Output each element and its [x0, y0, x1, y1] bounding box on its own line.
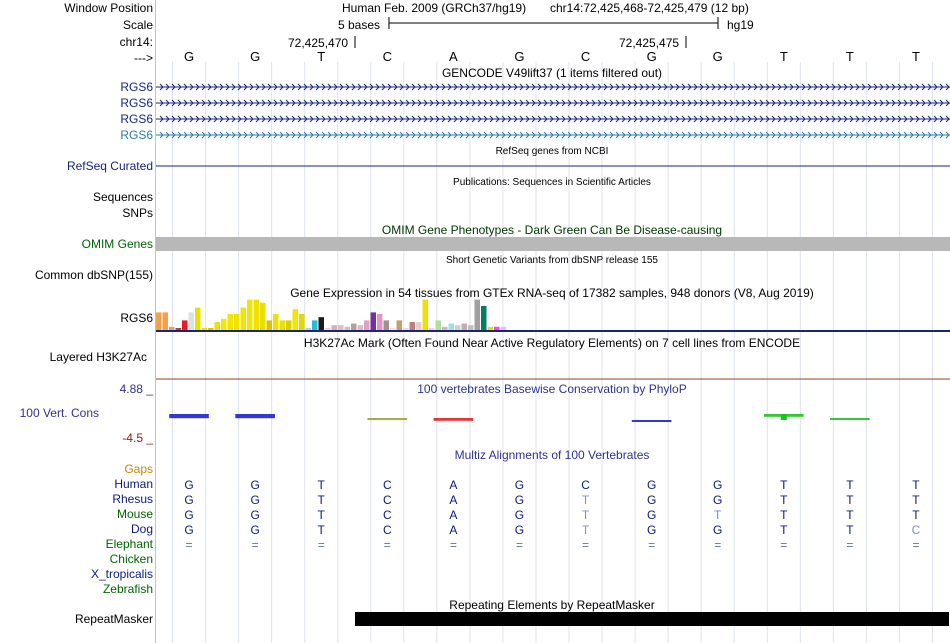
label-species-chicken[interactable]: Chicken [109, 552, 153, 566]
alignment-base: C [382, 478, 392, 492]
gtex-bar [390, 328, 396, 330]
alignment-base: T [581, 508, 590, 522]
gtex-bar [312, 320, 318, 330]
alignment-base: C [581, 478, 590, 492]
gtex-bar [254, 300, 260, 330]
track-title-dbsnp[interactable]: Short Genetic Variants from dbSNP release 155 [446, 255, 658, 266]
alignment-base: T [912, 508, 920, 522]
label-species-xtropicalis[interactable]: X_tropicalis [90, 567, 153, 581]
coord-label-2: 72,425,475 [619, 36, 680, 50]
alignment-base: T [317, 478, 325, 492]
track-title-refseq[interactable]: RefSeq genes from NCBI [495, 146, 609, 157]
label-species-elephant[interactable]: Elephant [105, 537, 153, 551]
base-letter: A [449, 49, 458, 64]
phylop-logo-mark [235, 414, 275, 418]
label-species-dog[interactable]: Dog [130, 522, 153, 536]
gtex-bar [208, 328, 214, 330]
base-letter: G [646, 49, 657, 64]
alignment-base: T [780, 478, 788, 492]
label-h3k27ac[interactable]: Layered H3K27Ac [49, 350, 147, 364]
alignment-base: G [713, 478, 723, 492]
gtex-bar [423, 300, 429, 330]
coord-label-1: 72,425,470 [288, 36, 349, 50]
alignment-base: T [846, 493, 854, 507]
gtex-bar [462, 324, 468, 330]
gtex-bar [345, 327, 351, 330]
base-letter: C [382, 49, 392, 64]
gtex-bar [195, 308, 201, 330]
alignment-base: T [780, 493, 788, 507]
repeatmasker-bar [355, 612, 949, 626]
label-species-rhesus[interactable]: Rhesus [112, 492, 153, 506]
gtex-bar [358, 325, 364, 330]
alignment-base: T [317, 523, 325, 537]
gtex-bar [325, 328, 331, 330]
alignment-base: A [449, 523, 458, 537]
gtex-bar [182, 320, 188, 330]
db-text: hg19 [727, 18, 754, 32]
base-letter: G [183, 49, 195, 64]
alignment-base: G [250, 508, 260, 522]
alignment-base: A [449, 508, 458, 522]
label-scale[interactable]: Scale [122, 18, 153, 32]
phylop-logo-mark [434, 418, 474, 421]
track-title-gtex[interactable]: Gene Expression in 54 tissues from GTEx RNA-seq of 17382 samples, 948 donors (V8, Aug 2019) [290, 286, 814, 300]
gtex-bar [189, 312, 195, 330]
alignment-base: G [184, 508, 194, 522]
alignment-base: T [317, 508, 325, 522]
base-letter: G [712, 49, 723, 64]
scale-text: 5 bases [338, 18, 381, 32]
gtex-bar [501, 327, 507, 330]
position-text: chr14:72,425,468-72,425,479 (12 bp) [550, 1, 749, 15]
gtex-bar [221, 319, 227, 330]
gtex-bar [286, 320, 292, 330]
gtex-bar [397, 320, 403, 330]
phylop-logo-mark [830, 418, 870, 420]
gtex-bar [494, 327, 500, 330]
gtex-bar [267, 320, 273, 330]
gtex-bar [234, 314, 240, 330]
alignment-base: C [382, 508, 392, 522]
alignment-base: G [646, 523, 657, 537]
alignment-base: G [184, 523, 194, 537]
alignment-base: T [846, 508, 854, 522]
label-dbsnp[interactable]: Common dbSNP(155) [34, 268, 153, 282]
alignment-base: = [317, 538, 325, 552]
base-letter: G [514, 49, 525, 64]
label-repeatmasker[interactable]: RepeatMasker [74, 612, 153, 626]
gtex-bar [280, 320, 286, 330]
label-window-position[interactable]: Window Position [64, 1, 153, 15]
gtex-bar [442, 327, 448, 330]
gtex-bar [169, 327, 175, 330]
alignment-base: G [250, 493, 260, 507]
alignment-base: = [780, 538, 788, 552]
gtex-bar [163, 312, 169, 330]
gtex-bar [416, 322, 422, 330]
alignment-base: G [646, 493, 657, 507]
gtex-bar [319, 317, 325, 330]
gtex-bar [371, 312, 377, 330]
label-gencode-rgs6-4[interactable]: RGS6 [120, 128, 153, 142]
gtex-bar [468, 325, 474, 330]
base-letter: T [911, 49, 920, 64]
gtex-bar [410, 322, 416, 330]
base-letter: C [580, 49, 591, 64]
phylop-logo-mark [367, 418, 407, 420]
label-sequences[interactable]: Sequences [92, 190, 153, 204]
phylop-logo-mark [169, 414, 209, 418]
alignment-base: G [514, 523, 525, 537]
gtex-bar [449, 324, 455, 330]
alignment-base: G [250, 478, 260, 492]
alignment-base: G [646, 508, 657, 522]
label-cons[interactable]: 100 Vert. Cons [19, 406, 99, 420]
gtex-bar [403, 328, 409, 330]
label-gencode-rgs6-1[interactable]: RGS6 [120, 80, 153, 94]
base-letter: T [317, 49, 326, 64]
alignment-base: G [514, 478, 525, 492]
label-cons-min: -4.5 _ [122, 431, 153, 445]
gtex-bar [306, 328, 312, 330]
alignment-base: = [449, 538, 457, 552]
alignment-base: = [846, 538, 854, 552]
alignment-base: T [846, 523, 854, 537]
gtex-bar [436, 320, 442, 330]
alignment-base: T [581, 493, 590, 507]
gtex-bar [455, 325, 461, 330]
base-letter: G [250, 49, 261, 64]
alignment-base: A [449, 478, 458, 492]
gtex-bar [364, 320, 370, 330]
alignment-base: T [780, 523, 788, 537]
phylop-logo-mark [632, 420, 672, 422]
label-snps[interactable]: SNPs [122, 206, 153, 220]
alignment-base: T [714, 508, 722, 522]
alignment-base: G [646, 478, 657, 492]
track-title-multiz[interactable]: Multiz Alignments of 100 Vertebrates [454, 448, 650, 462]
label-cons-max: 4.88 _ [119, 382, 153, 396]
track-title-gencode[interactable]: GENCODE V49lift37 (1 items filtered out) [441, 66, 663, 80]
gtex-bar [299, 314, 305, 330]
gtex-bar [377, 314, 383, 330]
alignment-base: = [251, 538, 259, 552]
label-gaps[interactable]: Gaps [124, 462, 153, 476]
gtex-bar [241, 308, 247, 330]
gtex-bar [488, 327, 494, 330]
label-species-mouse[interactable]: Mouse [116, 507, 153, 521]
track-title-omim[interactable]: OMIM Gene Phenotypes - Dark Green Can Be Disease-causing [381, 223, 723, 237]
alignment-base: G [184, 493, 194, 507]
gtex-bar [176, 328, 182, 330]
alignment-base: = [383, 538, 391, 552]
gtex-bar [338, 325, 344, 330]
gtex-bar [475, 300, 481, 330]
alignment-base: = [648, 538, 656, 552]
gtex-bar [247, 300, 253, 330]
label-gencode-rgs6-2[interactable]: RGS6 [120, 96, 153, 110]
track-title-publications[interactable]: Publications: Sequences in Scientific Articles [453, 177, 651, 188]
track-title-h3k27ac[interactable]: H3K27Ac Mark (Often Found Near Active Regulatory Elements) on 7 cell lines from ENCODE [303, 336, 801, 350]
label-omim[interactable]: OMIM Genes [81, 237, 153, 251]
gtex-bar [273, 314, 279, 330]
alignment-base: T [780, 508, 788, 522]
gtex-bar [429, 328, 435, 330]
alignment-base: = [515, 538, 523, 552]
label-species-zebrafish[interactable]: Zebrafish [102, 582, 153, 596]
gtex-bar [293, 309, 299, 330]
alignment-base: T [317, 493, 325, 507]
assembly-text: Human Feb. 2009 (GRCh37/hg19) [342, 1, 527, 15]
gtex-bar [156, 312, 162, 330]
alignment-base: = [185, 538, 193, 552]
alignment-base: G [184, 478, 194, 492]
label-strand[interactable]: ---> [134, 51, 153, 65]
alignment-base: G [514, 493, 525, 507]
phylop-logo-mark [781, 414, 787, 420]
gtex-bar [215, 322, 221, 330]
alignment-base: C [382, 493, 392, 507]
omim-bar [156, 237, 950, 251]
track-title-repeatmasker[interactable]: Repeating Elements by RepeatMasker [449, 598, 655, 612]
alignment-base: C [382, 523, 392, 537]
gtex-bar [351, 324, 357, 330]
track-title-phylop[interactable]: 100 vertebrates Basewise Conservation by PhyloP [417, 382, 687, 396]
alignment-base: = [912, 538, 920, 552]
label-gencode-rgs6-3[interactable]: RGS6 [120, 112, 153, 126]
alignment-base: A [449, 493, 458, 507]
alignment-base: G [514, 508, 525, 522]
label-chrom[interactable]: chr14: [119, 35, 153, 49]
alignment-base: G [713, 523, 723, 537]
gtex-bar [228, 314, 234, 330]
base-letter: T [779, 49, 788, 64]
alignment-base: C [911, 523, 921, 537]
alignment-base: = [714, 538, 722, 552]
base-letter: T [845, 49, 854, 64]
gtex-bar [202, 328, 208, 330]
gtex-bar [332, 325, 338, 330]
alignment-base: G [250, 523, 260, 537]
gtex-bar [384, 320, 390, 330]
alignment-base: T [912, 478, 920, 492]
label-refseq[interactable]: RefSeq Curated [66, 159, 153, 173]
alignment-base: T [581, 523, 590, 537]
alignment-base: T [912, 493, 920, 507]
alignment-base: T [846, 478, 854, 492]
gtex-bar [481, 306, 487, 330]
label-species-human[interactable]: Human [114, 477, 153, 491]
alignment-base: G [713, 493, 723, 507]
gtex-bar [260, 303, 266, 330]
alignment-base: = [582, 538, 590, 552]
label-gtex[interactable]: RGS6 [120, 311, 153, 325]
